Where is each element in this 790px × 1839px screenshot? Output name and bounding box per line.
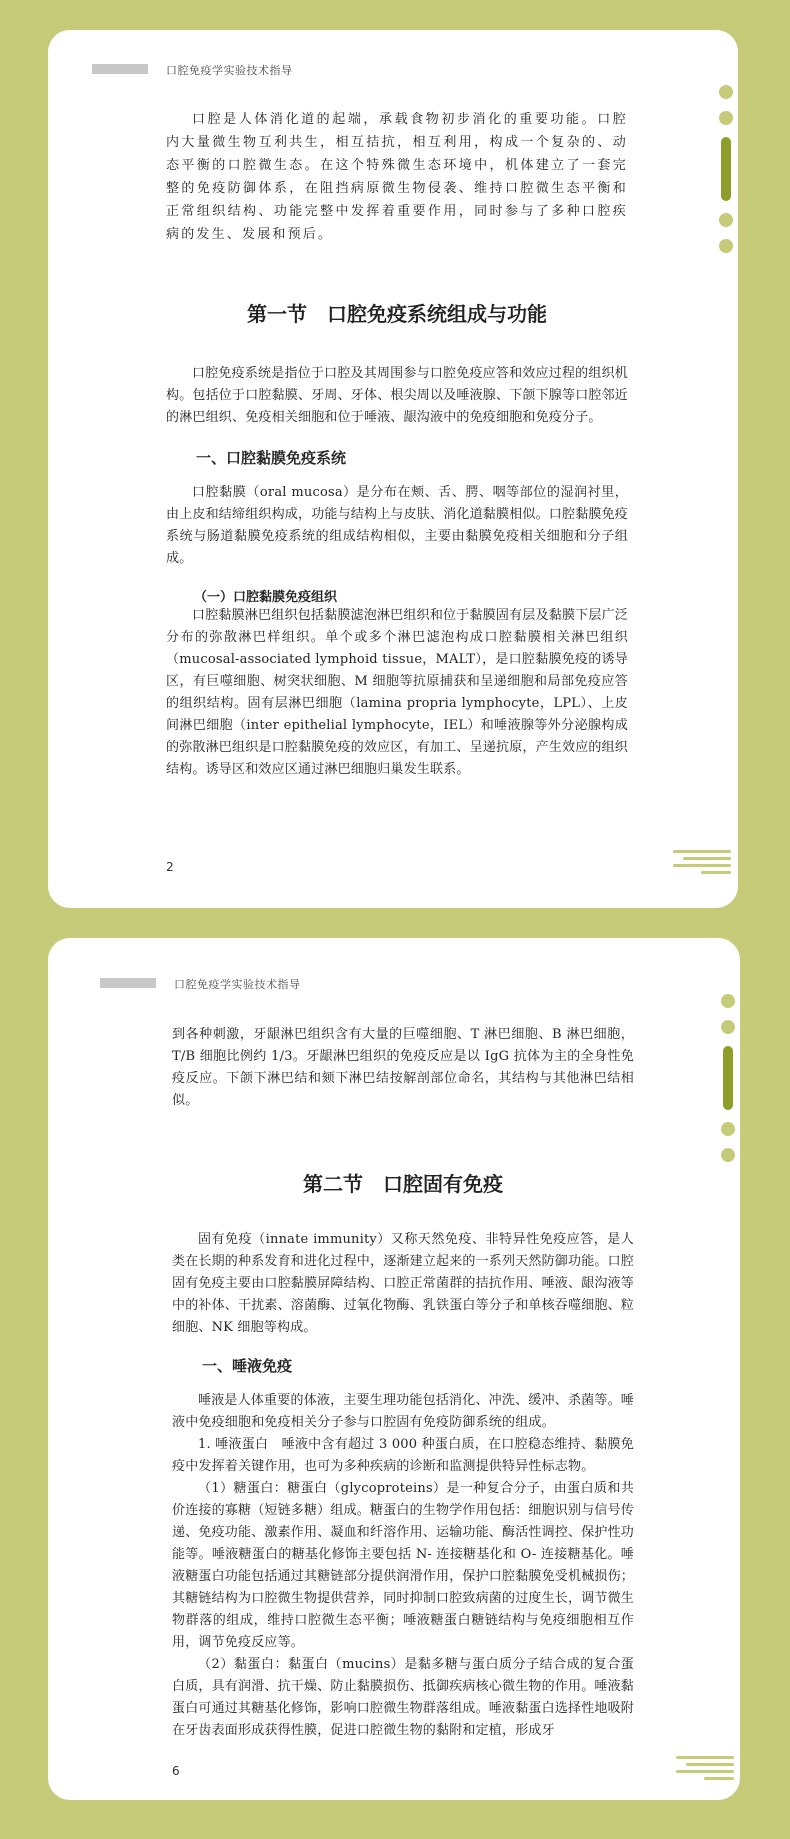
subsubsection-heading: （一）口腔黏膜免疫组织	[194, 590, 338, 605]
header-bar	[100, 978, 156, 988]
continued-paragraph: 到各种刺激，牙龈淋巴组织含有大量的巨噬细胞、T 淋巴细胞、B 淋巴细胞，T/B 细胞比例约 1/3。牙龈淋巴组织的免疫反应是以 IgG 抗体为主的全身性免疫反应。下颌下淋巴结和颏下淋巴结按解剖部位命名，其结构与其他淋巴结相似。	[172, 1027, 634, 1108]
subsection-heading: 一、唾液免疫	[202, 1357, 293, 1375]
subsection-paragraph: 唾液是人体重要的体液，主要生理功能包括消化、冲洗、缓冲、杀菌等。唾液中免疫细胞和免疫相关分子参与口腔固有免疫防御系统的组成。	[172, 1393, 634, 1430]
page-body	[166, 108, 628, 781]
list-item-saliva-protein: 1. 唾液蛋白 唾液中含有超过 3 000 种蛋白质，在口腔稳态维持、黏膜免疫中发挥着关键作用，也可为多种疾病的诊断和监测提供特异性标志物。	[172, 1437, 634, 1474]
corner-stripes	[673, 850, 731, 878]
list-item-mucins: （2）黏蛋白：黏蛋白（mucins）是黏多糖与蛋白质分子结合成的复合蛋白质，具有润滑、抗干燥、防止黏膜损伤、抵御疾病核心微生物的作用。唾液黏蛋白可通过其糖基化修饰，影响口腔微生物群落组成。唾液黏蛋白选择性地吸附在牙齿表面形成获得性膜，促进口腔微生物的黏附和定植，形成牙	[172, 1657, 635, 1738]
intro-paragraph: 口腔是人体消化道的起端，承载食物初步消化的重要功能。口腔内大量微生物互利共生，相互拮抗，相互利用，构成一个复杂的、动态平衡的口腔微生态。在这个特殊微生态环境中，机体建立了一套完整的免疫防御体系，在阻挡病原微生物侵袭、维持口腔微生态平衡和正常组织结构、功能完整中发挥着重要作用，同时参与了多种口腔疾病的发生、发展和预后。	[166, 112, 628, 242]
list-item-glycoproteins: （1）糖蛋白：糖蛋白（glycoproteins）是一种复合分子，由蛋白质和共价连接的寡糖（短链多糖）组成。糖蛋白的生物学作用包括：细胞识别与信号传递、免疫功能、激素作用、凝血和纤溶作用、运输功能、酶活性调控、保护性功能等。唾液糖蛋白的糖基化修饰主要包括 N- 连接糖基化和 O- 连接糖基化。唾液糖蛋白功能包括通过其糖链部分提供润滑作用，保护口腔黏膜免受机械损伤；其糖链结构为口腔微生物提供营养，同时抑制口腔致病菌的过度生长，调节微生物群落的组成，维持口腔微生态平衡；唾液糖蛋白糖链结构与免疫细胞相互作用，调节免疫反应等。	[172, 1481, 635, 1650]
page-number: 2	[166, 860, 174, 874]
side-decoration	[718, 85, 734, 265]
section-paragraph: 固有免疫（innate immunity）又称天然免疫、非特异性免疫应答，是人类在长期的种系发育和进化过程中，逐渐建立起来的一系列天然防御功能。口腔固有免疫主要由口腔黏膜屏障结构、口腔正常菌群的拮抗作用、唾液、龈沟液等中的补体、干扰素、溶菌酶、过氧化物酶、乳铁蛋白等分子和单核吞噬细胞、粒细胞、NK 细胞等构成。	[172, 1232, 635, 1335]
subsection-heading: 一、口腔黏膜免疫系统	[196, 449, 347, 467]
running-header: 口腔免疫学实验技术指导	[174, 978, 301, 991]
subsubsection-paragraph: 口腔黏膜淋巴组织包括黏膜滤泡淋巴组织和位于黏膜固有层及黏膜下层广泛分布的弥散淋巴样组织。单个或多个淋巴滤泡构成口腔黏膜相关淋巴组织（mucosal-associated lymphoid tissue，MALT），是口腔黏膜免疫的诱导区，有巨噬细胞、树突状细胞、M 细胞等抗原捕获和呈递细胞和局部免疫应答的组织结构。固有层淋巴细胞（lamina propria lymphocyte，LPL）、上皮间淋巴细胞（inter epithelial lymphocyte，IEL）和唾液腺等外分泌腺构成的弥散淋巴组织是口腔黏膜免疫的效应区，有加工、呈递抗原，产生效应的组织结构。诱导区和效应区通过淋巴细胞归巢发生联系。	[166, 608, 629, 777]
page-2	[48, 30, 738, 908]
page-6	[48, 938, 740, 1800]
subsection-paragraph: 口腔黏膜（oral mucosa）是分布在颊、舌、腭、咽等部位的湿润衬里，由上皮和结缔组织构成，功能与结构上与皮肤、消化道黏膜相似。口腔黏膜免疫系统与肠道黏膜免疫系统的组成结构相似，主要由黏膜免疫相关细胞和分子组成。	[166, 485, 629, 566]
section-title: 第一节 口腔免疫系统组成与功能	[247, 302, 547, 326]
side-decoration	[720, 994, 736, 1174]
page-body	[172, 1024, 634, 1742]
running-header: 口腔免疫学实验技术指导	[166, 64, 293, 77]
page-number: 6	[172, 1764, 180, 1778]
corner-stripes	[676, 1756, 734, 1784]
section-title: 第二节 口腔固有免疫	[303, 1172, 503, 1196]
section-paragraph: 口腔免疫系统是指位于口腔及其周围参与口腔免疫应答和效应过程的组织机构。包括位于口腔黏膜、牙周、牙体、根尖周以及唾液腺、下颌下腺等口腔邻近的淋巴组织、免疫相关细胞和位于唾液、龈沟液中的免疫细胞和免疫分子。	[166, 366, 629, 425]
header-bar	[92, 64, 148, 74]
